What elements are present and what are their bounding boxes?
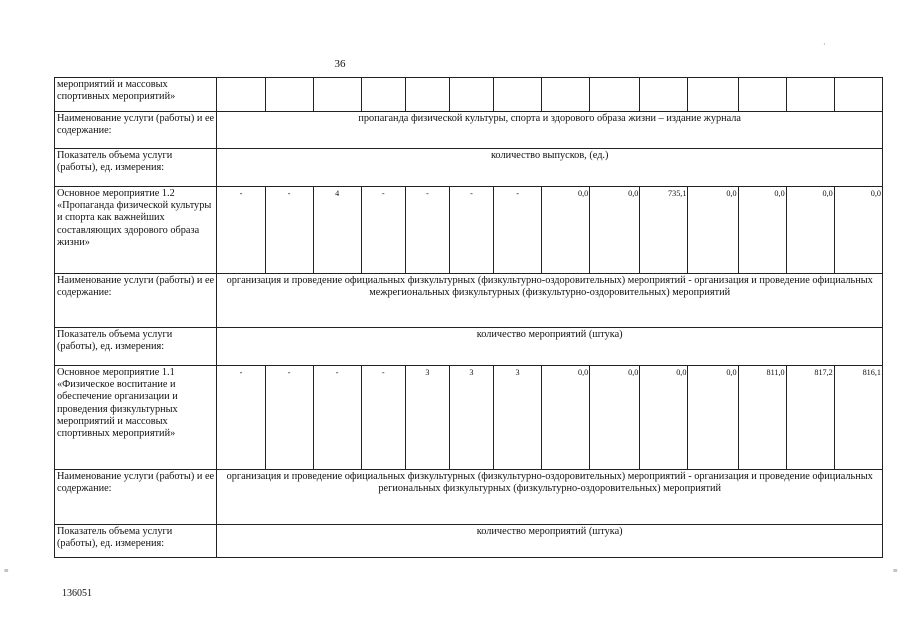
table-row: [55, 78, 883, 112]
value-cell: -: [449, 187, 493, 274]
table-row: [55, 525, 883, 558]
value-cell: [217, 78, 265, 112]
value-cell: 0,0: [786, 187, 834, 274]
value-cell: -: [361, 187, 405, 274]
value-cell: 0,0: [590, 187, 640, 274]
row-label: Показатель объема услуги (работы), ед. измерения:: [55, 149, 217, 187]
value-cell: 0,0: [590, 366, 640, 470]
value-cell: [405, 78, 449, 112]
merged-description: количество мероприятий (штука): [217, 328, 883, 366]
value-cell: [449, 78, 493, 112]
page-number: 36: [334, 58, 346, 70]
value-cell: [542, 78, 590, 112]
table-row: [55, 274, 883, 328]
value-cell: 735,1: [640, 187, 688, 274]
row-label: Наименование услуги (работы) и ее содержание:: [55, 470, 217, 525]
row-label: Наименование услуги (работы) и ее содержание:: [55, 274, 217, 328]
value-cell: 0,0: [688, 366, 738, 470]
value-cell: -: [217, 187, 265, 274]
value-cell: 3: [449, 366, 493, 470]
value-cell: 3: [405, 366, 449, 470]
document-code: 136051: [62, 588, 92, 599]
program-table: [54, 77, 883, 558]
merged-description: организация и проведение официальных физкультурных (физкультурно-оздоровительных) мероприятий - организация и проведение официальных региональных физкультурных (физкультурно-оздоровительных) мероприятий: [217, 470, 883, 525]
merged-description: организация и проведение официальных физкультурных (физкультурно-оздоровительных) мероприятий - организация и проведение официальных межрегиональных физкультурных (физкультурно-оздоровительных) мероприятий: [217, 274, 883, 328]
value-cell: [265, 78, 313, 112]
value-cell: 811,0: [738, 366, 786, 470]
table-row: [55, 470, 883, 525]
merged-description: количество мероприятий (штука): [217, 525, 883, 558]
value-cell: [494, 78, 542, 112]
value-cell: -: [217, 366, 265, 470]
value-cell: 0,0: [738, 187, 786, 274]
row-label: Показатель объема услуги (работы), ед. измерения:: [55, 525, 217, 558]
row-label: Наименование услуги (работы) и ее содержание:: [55, 112, 217, 149]
row-label: Основное мероприятие 1.1 «Физическое воспитание и обеспечение организации и проведения физкультурных мероприятий и массовых спортивных мероприятий»: [55, 366, 217, 470]
value-cell: [640, 78, 688, 112]
scan-mark: ≡: [893, 566, 898, 575]
value-cell: 816,1: [834, 366, 882, 470]
row-label: Основное мероприятие 1.2 «Пропаганда физической культуры и спорта как важнейших составляющих здорового образа жизни»: [55, 187, 217, 274]
value-cell: [688, 78, 738, 112]
table-row: [55, 366, 883, 470]
table-row: [55, 149, 883, 187]
value-cell: -: [405, 187, 449, 274]
scan-mark: ·: [823, 40, 826, 49]
merged-description: количество выпусков, (ед.): [217, 149, 883, 187]
value-cell: [738, 78, 786, 112]
value-cell: [361, 78, 405, 112]
value-cell: -: [361, 366, 405, 470]
value-cell: [786, 78, 834, 112]
merged-description: пропаганда физической культуры, спорта и здорового образа жизни – издание журнала: [217, 112, 883, 149]
value-cell: -: [265, 187, 313, 274]
value-cell: 817,2: [786, 366, 834, 470]
value-cell: 0,0: [834, 187, 882, 274]
value-cell: 0,0: [640, 366, 688, 470]
value-cell: 3: [494, 366, 542, 470]
value-cell: 0,0: [542, 187, 590, 274]
value-cell: -: [265, 366, 313, 470]
row-label: мероприятий и массовых спортивных мероприятий»: [55, 78, 217, 112]
value-cell: 4: [313, 187, 361, 274]
value-cell: [590, 78, 640, 112]
value-cell: [313, 78, 361, 112]
table-row: [55, 112, 883, 149]
scan-mark: ≡: [4, 566, 9, 575]
value-cell: [834, 78, 882, 112]
row-label: Показатель объема услуги (работы), ед. измерения:: [55, 328, 217, 366]
value-cell: 0,0: [542, 366, 590, 470]
value-cell: 0,0: [688, 187, 738, 274]
value-cell: -: [313, 366, 361, 470]
table-row: [55, 328, 883, 366]
value-cell: -: [494, 187, 542, 274]
table-row: [55, 187, 883, 274]
